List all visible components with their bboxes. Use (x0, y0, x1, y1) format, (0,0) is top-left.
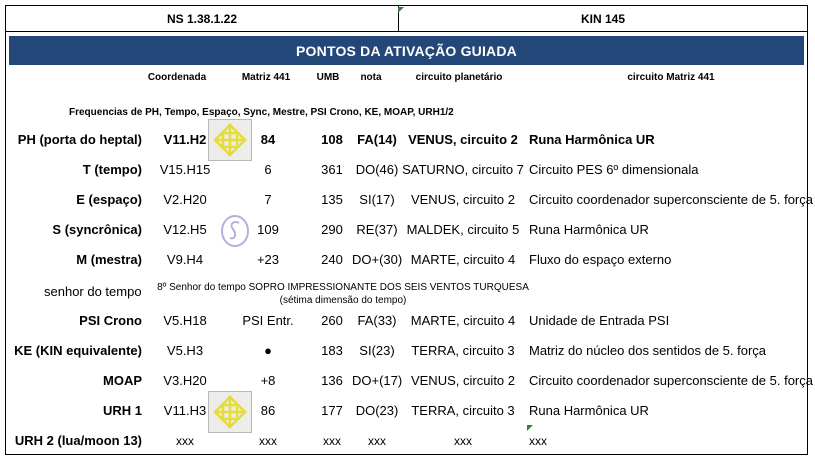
row-label-psi: PSI Crono (79, 313, 142, 328)
row-coord-m: V9.H4 (166, 252, 204, 267)
row-label-senhor: senhor do tempo (44, 284, 142, 299)
row-circuito-psi: Unidade de Entrada PSI (529, 313, 670, 328)
row-nota-ke: SI(23) (359, 343, 395, 358)
row-nota-urh2: xxx (368, 434, 386, 448)
col-header-coordenada: Coordenada (147, 72, 207, 83)
row-coord-ke: V5.H3 (166, 343, 204, 358)
row-matriz-urh2: xxx (259, 434, 277, 448)
row-nota-e: SI(17) (359, 192, 395, 207)
row-circuito-moap: Circuito coordenador superconsciente de 5. força (529, 373, 813, 388)
page-title: PONTOS DA ATIVAÇÃO GUIADA (9, 36, 804, 65)
row-matriz-moap: +8 (260, 373, 276, 388)
row-label-ph: PH (porta do heptal) (17, 132, 142, 147)
row-coord-psi: V5.H18 (163, 313, 207, 328)
cell-comment-marker-icon (398, 7, 404, 13)
row-coord-ph: V11.H2 (163, 132, 207, 147)
row-nota-psi: FA(33) (357, 313, 397, 328)
row-planeta-ph: VENUS, circuito 2 (408, 132, 518, 147)
row-umb-s: 290 (321, 222, 343, 237)
row-planeta-t: SATURNO, circuito 7 (402, 162, 524, 177)
row-matriz-m: +23 (256, 252, 280, 267)
row-label-moap: MOAP (103, 373, 142, 388)
row-label-m: M (mestra) (76, 252, 142, 267)
row-planeta-s: MALDEK, circuito 5 (406, 222, 520, 237)
senhor-do-tempo-note: 8º Senhor do tempo SOPRO IMPRESSIONANTE DOS SEIS VENTOS TURQUESA (sétima dimensão do tempo) (157, 282, 529, 306)
row-matriz-ph: 84 (260, 132, 276, 147)
col-header-circuito-planetario: circuito planetário (415, 72, 503, 83)
row-label-s: S (syncrônica) (52, 222, 142, 237)
col-header-circuito-matriz: circuito Matriz 441 (627, 72, 715, 83)
row-coord-t: V15.H15 (159, 162, 211, 177)
header-ns-date: NS 1.38.1.22 (6, 6, 399, 31)
row-matriz-s: 109 (257, 222, 279, 237)
row-label-urh2: URH 2 (lua/moon 13) (14, 433, 142, 448)
row-planeta-urh2: xxx (454, 434, 472, 448)
row-umb-urh2: xxx (323, 434, 341, 448)
header-kin: KIN 145 (580, 11, 626, 26)
row-circuito-t: Circuito PES 6º dimensionala (529, 162, 699, 177)
row-planeta-ke: TERRA, circuito 3 (411, 343, 515, 358)
row-umb-t: 361 (321, 162, 343, 177)
frequencias-note: Frequencias de PH, Tempo, Espaço, Sync, Mestre, PSI Crono, KE, MOAP, URH1/2 (69, 107, 454, 118)
row-planeta-psi: MARTE, circuito 4 (410, 313, 516, 328)
row-nota-s: RE(37) (356, 222, 398, 237)
row-circuito-urh1: Runa Harmônica UR (529, 403, 649, 418)
row-circuito-ke: Matriz do núcleo dos sentidos de 5. força (529, 343, 767, 358)
header-divider (6, 31, 807, 32)
row-umb-ph: 108 (321, 132, 343, 147)
row-label-ke: KE (KIN equivalente) (14, 343, 142, 358)
row-umb-moap: 136 (321, 373, 343, 388)
row-coord-e: V2.H20 (163, 192, 207, 207)
row-umb-e: 135 (321, 192, 343, 207)
row-nota-moap: DO+(17) (352, 373, 403, 388)
row-umb-urh1: 177 (321, 403, 343, 418)
row-matriz-psi: PSI Entr. (242, 313, 294, 328)
row-coord-moap: V3.H20 (163, 373, 207, 388)
row-umb-m: 240 (321, 252, 343, 267)
row-matriz-ke: ● (264, 343, 272, 358)
row-circuito-urh2: xxx (529, 434, 547, 448)
row-matriz-e: 7 (264, 192, 272, 207)
col-header-nota: nota (360, 72, 382, 83)
row-umb-ke: 183 (321, 343, 343, 358)
row-circuito-e: Circuito coordenador superconsciente de 5. força (529, 192, 813, 207)
row-circuito-m: Fluxo do espaço externo (529, 252, 672, 267)
row-matriz-urh1: 86 (260, 403, 276, 418)
row-circuito-s: Runa Harmônica UR (529, 222, 649, 237)
col-header-umb: UMB (316, 72, 340, 83)
row-nota-ph: FA(14) (357, 132, 397, 147)
row-umb-psi: 260 (321, 313, 343, 328)
row-matriz-t: 6 (264, 162, 272, 177)
row-planeta-moap: VENUS, circuito 2 (410, 373, 516, 388)
row-coord-urh1: V11.H3 (163, 403, 207, 418)
row-planeta-m: MARTE, circuito 4 (410, 252, 516, 267)
row-circuito-ph: Runa Harmônica UR (529, 132, 655, 147)
row-coord-urh2: xxx (176, 434, 194, 448)
row-nota-urh1: DO(23) (355, 403, 399, 418)
row-planeta-urh1: TERRA, circuito 3 (411, 403, 515, 418)
row-planeta-e: VENUS, circuito 2 (410, 192, 516, 207)
cell-comment-marker-icon (527, 425, 533, 431)
row-nota-t: DO(46) (355, 162, 399, 177)
row-label-urh1: URH 1 (102, 403, 142, 418)
spreadsheet-sheet (5, 5, 813, 455)
row-coord-s: V12.H5 (163, 222, 207, 237)
col-header-matriz: Matriz 441 (241, 72, 291, 83)
row-nota-m: DO+(30) (352, 252, 403, 267)
row-label-t: T (tempo) (82, 162, 142, 177)
row-label-e: E (espaço) (76, 192, 142, 207)
